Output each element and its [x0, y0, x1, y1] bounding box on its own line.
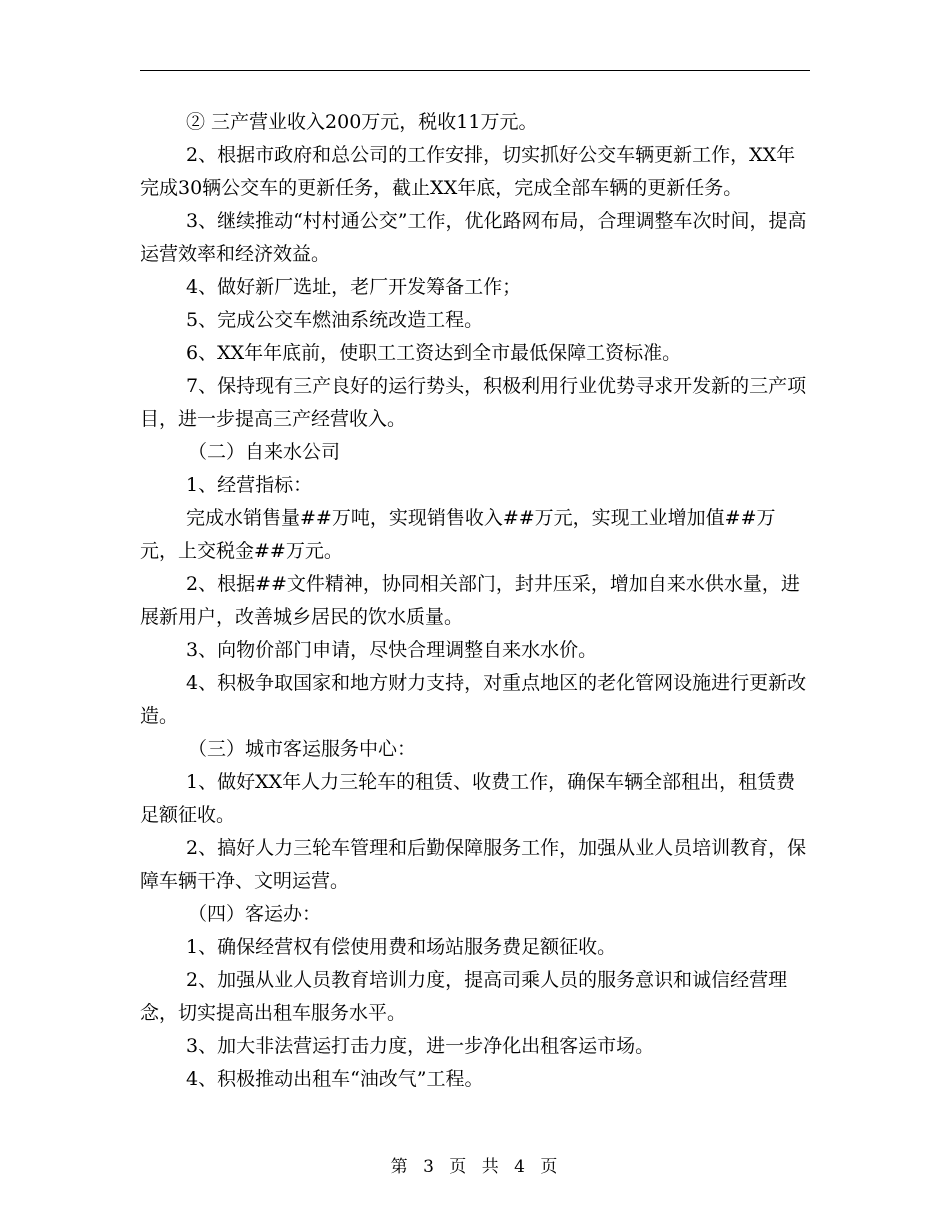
footer-page-word: 页 [449, 1157, 469, 1177]
paragraph-pipe-renovation: 4、积极争取国家和地方财力支持，对重点地区的老化管网设施进行更新改造。 [140, 672, 807, 727]
header-rule [140, 70, 810, 71]
paragraph-staff-training: 2、加强从业人员教育培训力度，提高司乘人员的服务意识和诚信经营理念，切实提高出租车服务水平。 [140, 969, 788, 1024]
paragraph-tertiary-industry: 7、保持现有三产良好的运行势头，积极利用行业优势寻求开发新的三产项目，进一步提高三产经营收入。 [140, 375, 807, 430]
paragraph-bus-renewal: 2、根据市政府和总公司的工作安排，切实抓好公交车辆更新工作，XX年完成30辆公交车的更新任务，截止XX年底，完成全部车辆的更新任务。 [140, 144, 796, 199]
footer-suffix: 页 [540, 1157, 560, 1177]
paragraph-business-targets: 1、经营指标： [186, 474, 313, 496]
paragraph-wages: 6、XX年年底前，使职工工资达到全市最低保障工资标准。 [186, 342, 682, 364]
paragraph-village-bus: 3、继续推动“村村通公交”工作，优化路网布局，合理调整车次时间，提高运营效率和经济效益。 [140, 210, 807, 265]
footer-total-word: 共 [481, 1157, 501, 1177]
footer-current-page: 3 [423, 1157, 436, 1177]
footer-prefix: 第 [390, 1157, 410, 1177]
document-body [140, 106, 810, 1096]
paragraph-fee-collection: 1、确保经营权有偿使用费和场站服务费足额征收。 [186, 936, 617, 958]
paragraph-water-price: 3、向物价部门申请，尽快合理调整自来水水价。 [186, 639, 598, 661]
page-footer [0, 1152, 950, 1177]
paragraph-water-sales: 完成水销售量##万吨，实现销售收入##万元，实现工业增加值##万元，上交税金##万元。 [140, 507, 776, 562]
paragraph-oil-to-gas: 4、积极推动出租车“油改气”工程。 [186, 1068, 484, 1090]
section-heading-water-company: （二）自来水公司 [188, 441, 341, 463]
section-heading-passenger-office: （四）客运办： [188, 903, 322, 925]
paragraph-fuel-system: 5、完成公交车燃油系统改造工程。 [186, 309, 484, 331]
footer-total-pages: 4 [514, 1157, 527, 1177]
paragraph-tricycle-rental: 1、做好XX年人力三轮车的租赁、收费工作，确保车辆全部租出，租赁费足额征收。 [140, 771, 796, 826]
paragraph-illegal-operation: 3、加大非法营运打击力度，进一步净化出租客运市场。 [186, 1035, 655, 1057]
paragraph-new-factory: 4、做好新厂选址，老厂开发筹备工作； [186, 276, 522, 298]
section-heading-passenger-center: （三）城市客运服务中心： [188, 738, 417, 760]
paragraph-water-supply: 2、根据##文件精神，协同相关部门，封井压采，增加自来水供水量，进展新用户，改善城乡居民的饮水质量。 [140, 573, 800, 628]
paragraph-revenue: ② 三产营业收入200万元，税收11万元。 [186, 111, 538, 133]
paragraph-tricycle-management: 2、搞好人力三轮车管理和后勤保障服务工作，加强从业人员培训教育，保障车辆干净、文明运营。 [140, 837, 807, 892]
